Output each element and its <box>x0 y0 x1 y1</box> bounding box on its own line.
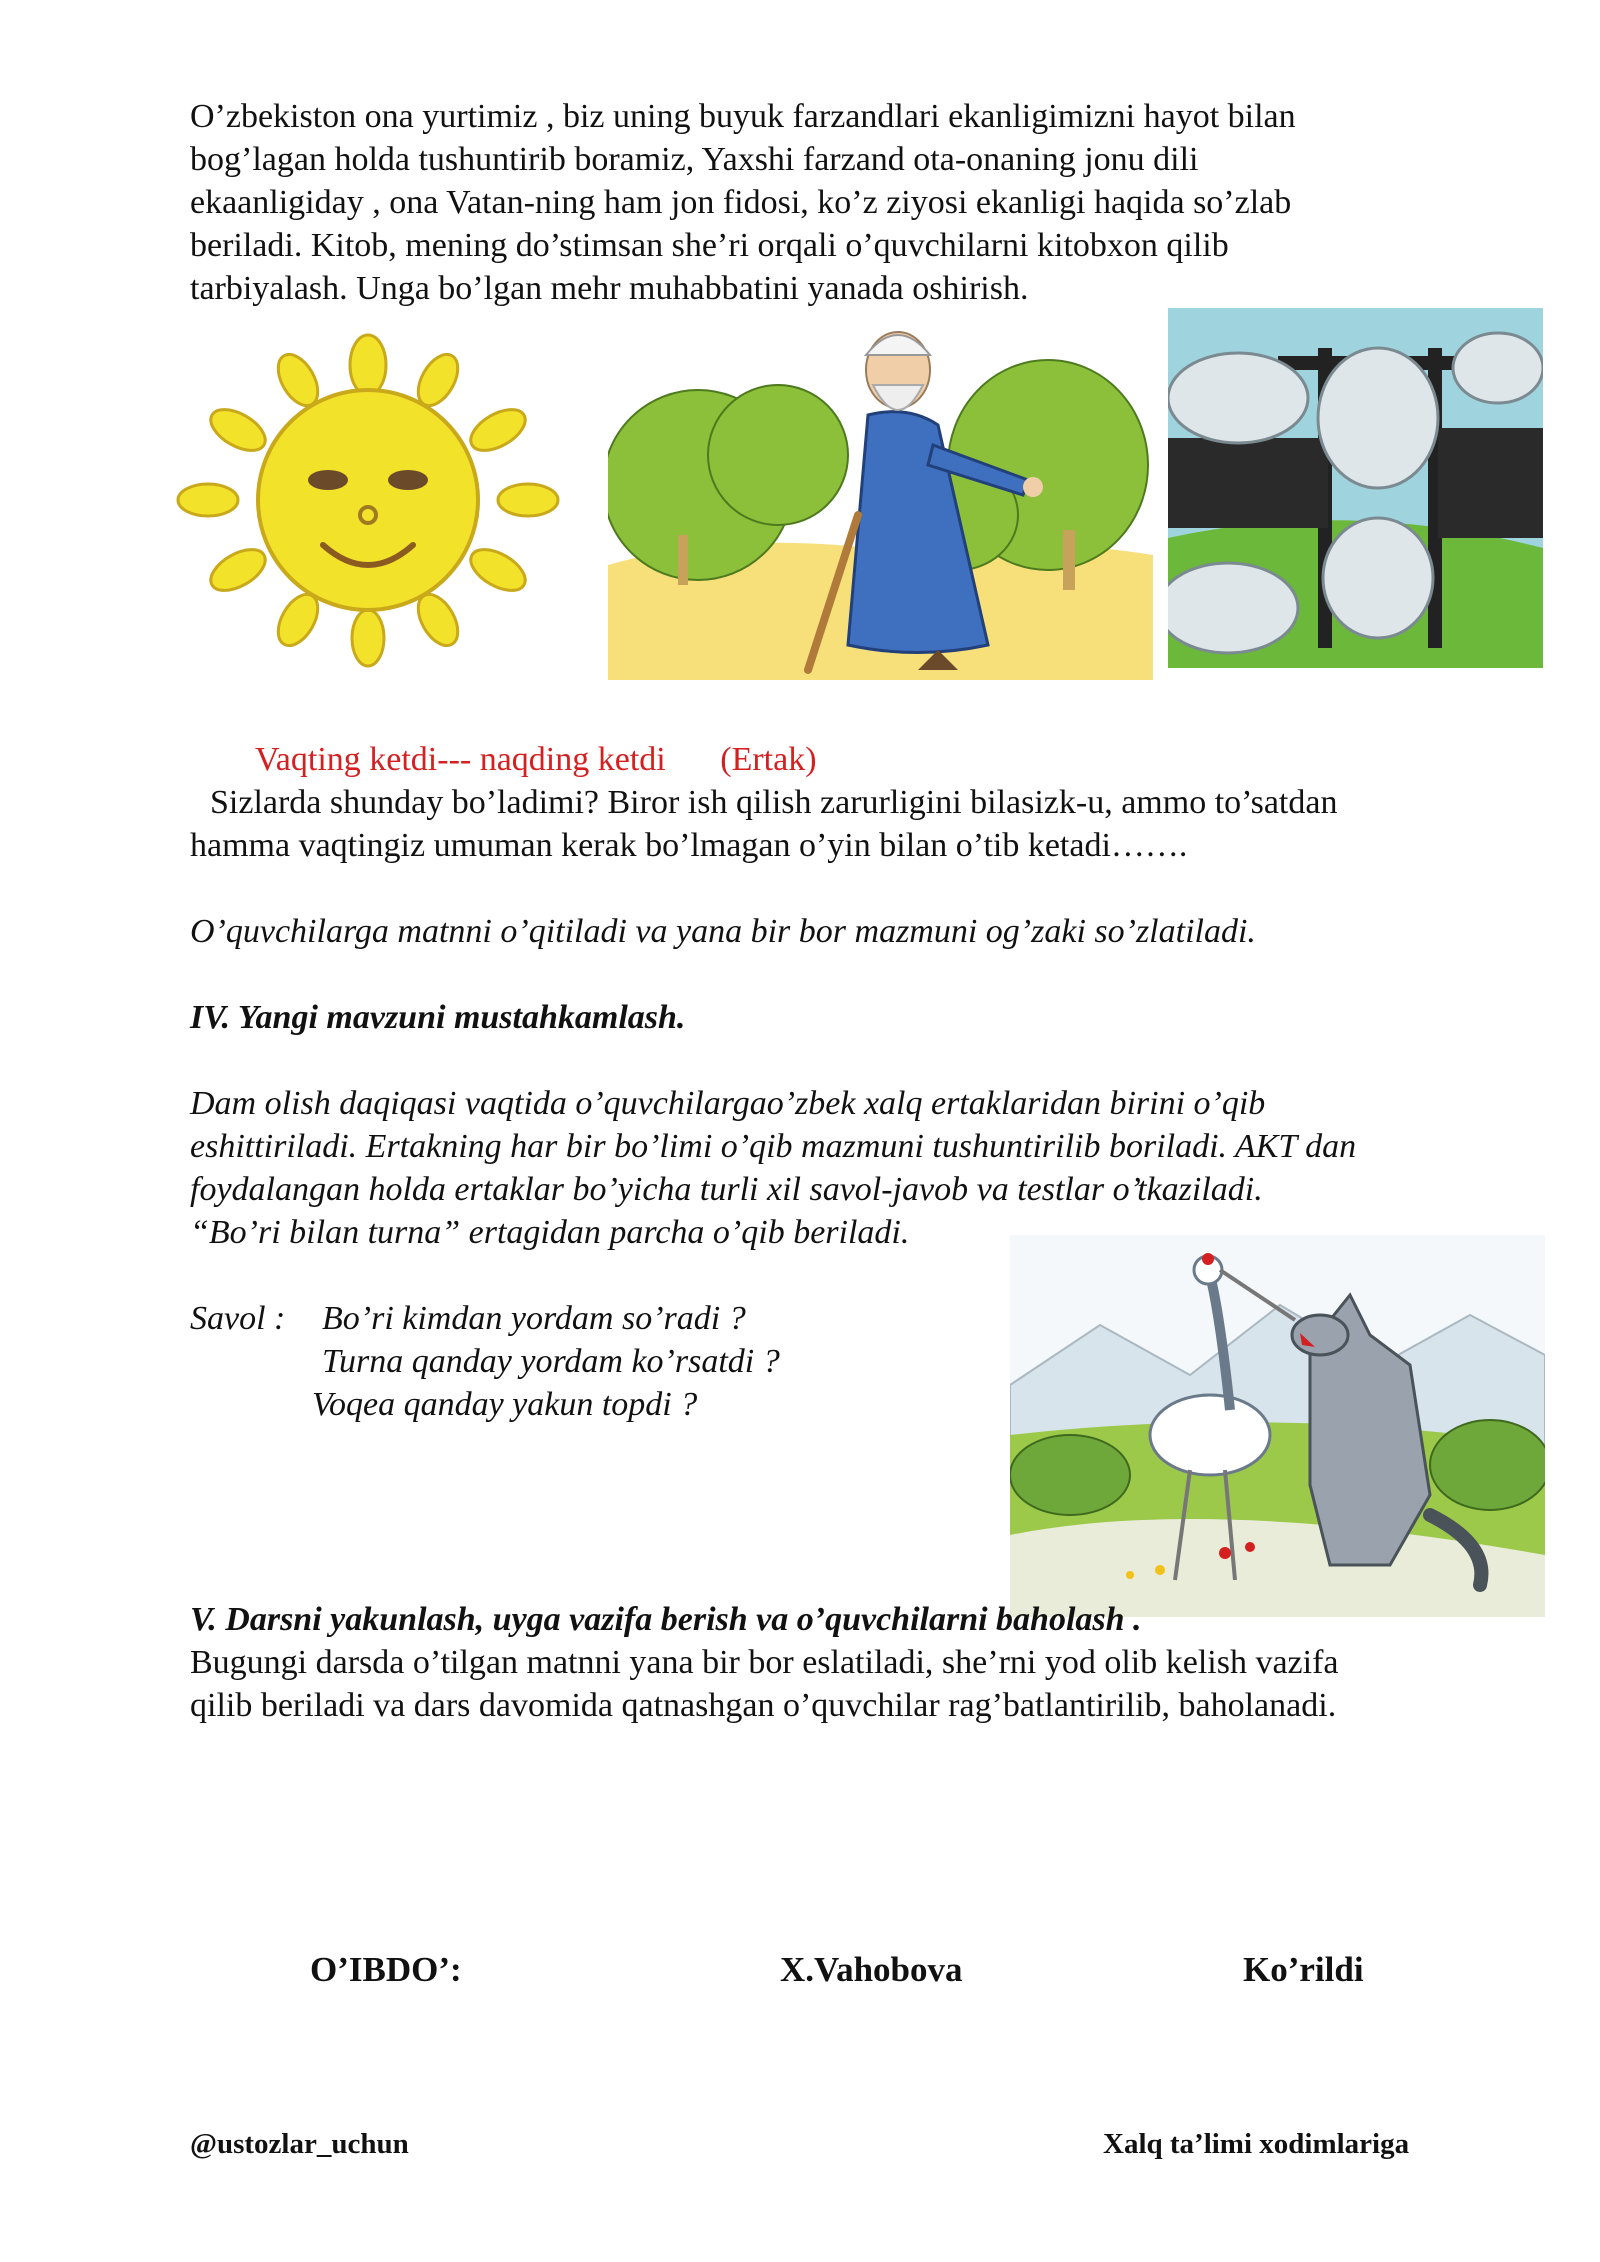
footer-left: @ustozlar_uchun <box>190 2128 409 2160</box>
signature-role: O’IBDO’: <box>310 1950 462 1989</box>
ornament-image <box>1168 308 1543 668</box>
story-title: Vaqting ketdi--- naqding ketdi <box>255 741 666 778</box>
signature-name: X.Vahobova <box>780 1950 963 1989</box>
section4-line: Dam olish daqiqasi vaqtida o’quvchilargao’zbek xalq ertaklaridan birini o’qib <box>190 1085 1266 1122</box>
ornament-icon <box>1168 308 1543 668</box>
story-line: hamma vaqtingiz umuman kerak bo’lmagan o’yin bilan o’tib ketadi……. <box>190 827 1188 864</box>
sun-icon <box>138 320 598 670</box>
section4-paragraph <box>190 1082 1490 1254</box>
section4-line: “Bo’ri bilan turna” ertagidan parcha o’qib beriladi. <box>190 1214 910 1251</box>
intro-line: bog’lagan holda tushuntirib boramiz, Yaxshi farzand ota-onaning jonu dili <box>190 141 1199 178</box>
footer-right: Xalq ta’limi xodimlariga <box>1103 2128 1410 2160</box>
section4-line: eshittiriladi. Ertakning har bir bo’limi o’qib mazmuni tushuntirilib boriladi. AKT dan <box>190 1128 1357 1165</box>
section5-line: qilib beriladi va dars davomida qatnashgan o’quvchilar rag’batlantirilib, baholanadi. <box>190 1687 1337 1724</box>
questions-label: Savol : <box>190 1300 286 1337</box>
crane-wolf-image <box>1010 1235 1545 1617</box>
section4-line: foydalangan holda ertaklar bo’yicha turli xil savol-javob va testlar o’tkaziladi. <box>190 1171 1263 1208</box>
section5-paragraph <box>190 1641 1490 1727</box>
crane-and-wolf-icon <box>1010 1235 1545 1617</box>
intro-line: beriladi. Kitob, mening do’stimsan she’ri orqali o’quvchilarni kitobxon qilib <box>190 227 1229 264</box>
signature-status: Ko’rildi <box>1243 1950 1364 1989</box>
sun-image <box>138 320 598 670</box>
section5-line: Bugungi darsda o’tilgan matnni yana bir bor eslatiladi, she’rni yod olib kelish vazifa <box>190 1644 1339 1681</box>
intro-paragraph <box>190 95 1490 310</box>
story-line: Sizlarda shunday bo’ladimi? Biror ish qilish zarurligini bilasizk-u, ammo to’satdan <box>210 784 1338 821</box>
story-title-row <box>255 738 1555 781</box>
elder-with-cane-icon <box>608 315 1153 680</box>
question-item: Turna qanday yordam ko’rsatdi ? <box>322 1343 780 1380</box>
questions-block <box>190 1297 990 1437</box>
elder-image <box>608 315 1153 680</box>
question-item: Bo’ri kimdan yordam so’radi ? <box>322 1300 746 1337</box>
intro-line: O’zbekiston ona yurtimiz , biz uning buyuk farzandlari ekanligimizni hayot bilan <box>190 98 1296 135</box>
intro-line: tarbiyalash. Unga bo’lgan mehr muhabbatini yanada oshirish. <box>190 270 1029 307</box>
story-paragraph <box>190 781 1490 867</box>
section5-heading: V. Darsni yakunlash, uyga vazifa berish va o’quvchilarni baholash . <box>190 1601 1142 1638</box>
intro-line: ekaanligiday , ona Vatan-ning ham jon fidosi, ko’z ziyosi ekanligi haqida so’zlab <box>190 184 1292 221</box>
question-item: Voqea qanday yakun topdi ? <box>312 1386 698 1423</box>
section4-heading: IV. Yangi mavzuni mustahkamlash. <box>190 999 686 1036</box>
story-instruction: O’quvchilarga matnni o’qitiladi va yana bir bor mazmuni og’zaki so’zlatiladi. <box>190 913 1256 950</box>
story-genre: (Ertak) <box>720 741 817 778</box>
